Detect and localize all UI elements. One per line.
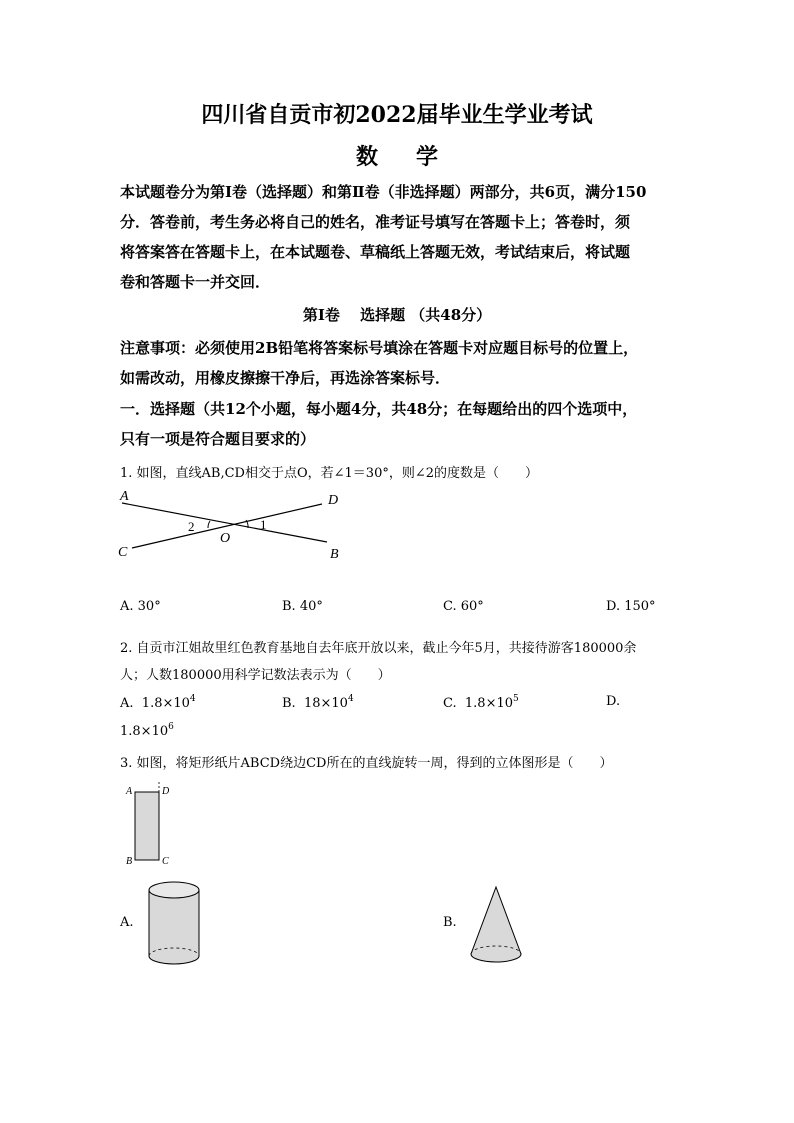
question-3-stem: 3. 如图，将矩形纸片ABCD绕边CD所在的直线旋转一周，得到的立体图形是（ ）: [120, 756, 613, 771]
cylinder-figure: [144, 876, 204, 970]
section-heading: 一．选择题（共12个小题，每小题4分，共48分；在每题给出的四个选项中，: [120, 400, 638, 418]
question-1-option-a: A. 30°: [120, 599, 161, 614]
question-3-option-b: B.: [443, 915, 457, 930]
label-A: A: [126, 786, 133, 797]
label-C: C: [118, 545, 128, 560]
label-angle-1: 1: [260, 517, 267, 532]
intro-line: 将答案答在答题卡上，在本试题卷、草稿纸上答题无效，考试结束后，将试题: [120, 243, 631, 261]
question-2-stem: 2. 自贡市江姐故里红色教育基地自去年底开放以来，截止今年5月，共接待游客180000余: [120, 641, 637, 656]
cylinder-body: [149, 890, 199, 964]
label-B: B: [330, 547, 339, 562]
question-1-stem: 1. 如图，直线AB,CD相交于点O，若∠1＝30°，则∠2的度数是（ ）: [120, 466, 539, 481]
notice-line: 注意事项：必须使用2B铅笔将答案标号填涂在答题卡对应题目标号的位置上，: [120, 339, 639, 357]
question-1-option-b: B. 40°: [282, 599, 323, 614]
label-C: C: [162, 856, 169, 867]
cylinder-top: [149, 882, 199, 898]
intro-line: 分．答卷前，考生务必将自己的姓名，准考证号填写在答题卡上；答卷时，须: [120, 213, 631, 231]
cone-figure: [466, 882, 526, 968]
exam-title: 四川省自贡市初2022届毕业生学业考试: [201, 102, 593, 128]
question-2-option-c: C. $1.8\times 10^5$: [443, 694, 519, 711]
question-2-option-a: A. $1.8\times 10^4$: [120, 694, 196, 711]
part1-heading: 第Ⅰ卷 选择题 （共48分）: [302, 306, 492, 324]
rectangle-ABCD: [135, 792, 159, 860]
question-3-option-a: A.: [120, 915, 134, 930]
subject-title: 数学: [355, 144, 476, 170]
question-2-option-d-letter: D.: [606, 694, 621, 709]
label-O: O: [220, 531, 231, 546]
intro-line: 本试题卷分为第Ⅰ卷（选择题）和第Ⅱ卷（非选择题）两部分，共6页，满分150: [120, 183, 647, 201]
label-A: A: [120, 489, 129, 504]
notice-line: 如需改动，用橡皮擦擦干净后，再选涂答案标号．: [120, 369, 451, 387]
cone-body: [471, 887, 521, 962]
question-2-option-d-value: $1.8\times 10^6$: [120, 722, 174, 739]
question-1-option-d: D. 150°: [606, 599, 656, 614]
label-angle-2: 2: [188, 519, 195, 534]
label-B: B: [126, 856, 133, 867]
angle-2-arc: [208, 521, 210, 528]
question-2-stem: 人；人数180000用科学记数法表示为（ ）: [120, 668, 391, 683]
label-D: D: [328, 493, 339, 508]
intro-line: 卷和答题卡一并交回．: [120, 273, 271, 291]
label-D: D: [162, 786, 170, 797]
question-1-figure: [112, 484, 352, 568]
question-3-rectangle-figure: [122, 780, 182, 870]
question-2-option-b: B. $18\times 10^4$: [282, 694, 354, 711]
section-heading: 只有一项是符合题目要求的）: [120, 430, 316, 448]
question-1-option-c: C. 60°: [443, 599, 484, 614]
